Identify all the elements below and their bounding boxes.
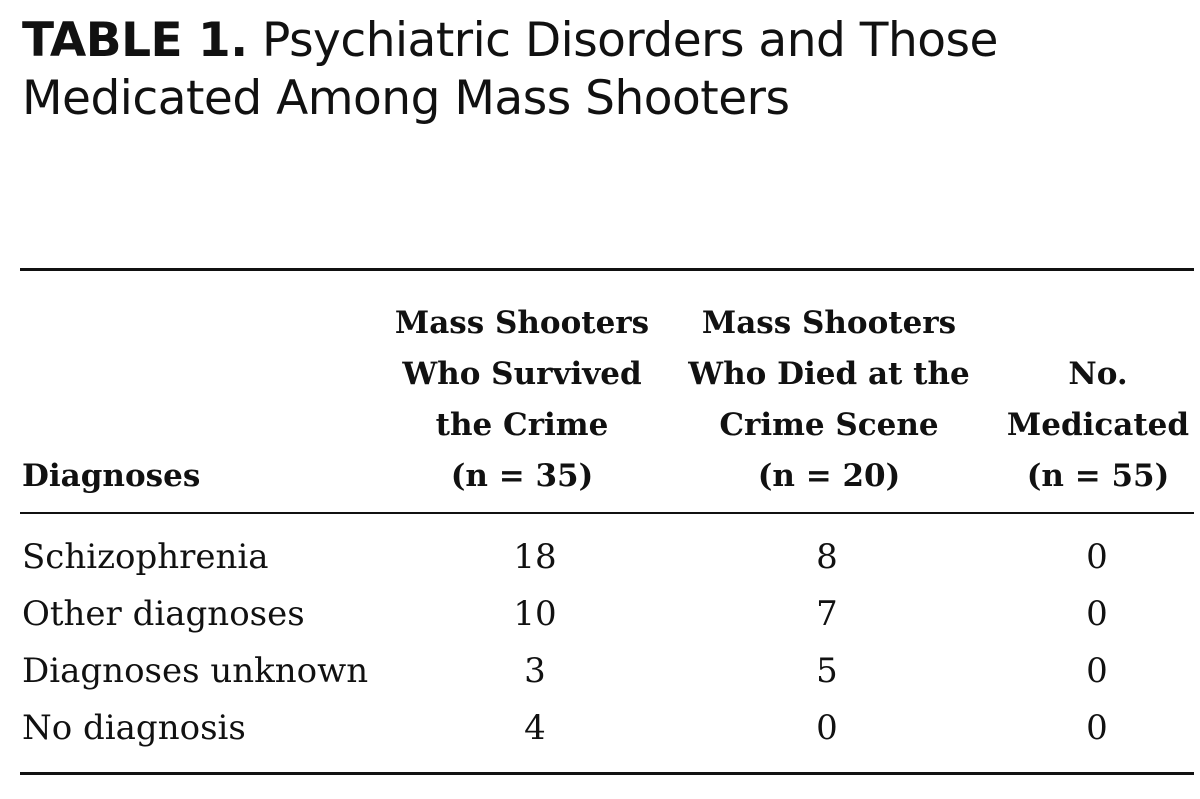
table-title-text: Psychiatric Disorders and Those Medicated Among Mass Shooters: [22, 13, 998, 126]
row-label: Diagnoses unknown: [22, 651, 369, 691]
table-cell: 10: [513, 594, 557, 634]
table-cell: 4: [524, 708, 546, 748]
table-number-label: TABLE 1.: [22, 13, 248, 68]
table-cell: 0: [1086, 651, 1108, 691]
column-header-line: Mass Shooters: [701, 305, 957, 341]
table-cell: 0: [1086, 594, 1108, 634]
row-label: Schizophrenia: [22, 537, 269, 577]
column-header-line: the Crime: [435, 407, 609, 443]
column-header-medicated: [998, 349, 1198, 502]
column-header-line: (n = 20): [757, 458, 901, 494]
table-cell: 0: [816, 708, 838, 748]
column-header-survived: [360, 298, 684, 502]
column-header-line: No.: [1068, 356, 1128, 392]
column-header-line: Mass Shooters: [394, 305, 650, 341]
column-header-line: Who Died at the: [688, 356, 970, 392]
table-cell: 5: [816, 651, 838, 691]
column-header-line: (n = 35): [450, 458, 594, 494]
table-cell: 3: [524, 651, 546, 691]
row-label: Other diagnoses: [22, 594, 305, 634]
table-title: [22, 12, 1182, 128]
column-header-line: Who Survived: [402, 356, 642, 392]
column-header-died: [672, 298, 986, 502]
table-cell: 0: [1086, 708, 1108, 748]
column-header-line: Medicated: [1006, 407, 1190, 443]
column-header-line: (n = 55): [1026, 458, 1170, 494]
table-cell: 18: [513, 537, 557, 577]
table-cell: 8: [816, 537, 838, 577]
column-header-line: Crime Scene: [719, 407, 939, 443]
top-rule: [20, 268, 1194, 271]
row-label: No diagnosis: [22, 708, 246, 748]
table-cell: 0: [1086, 537, 1108, 577]
header-rule: [20, 512, 1194, 514]
bottom-rule: [20, 772, 1194, 775]
row-header-diagnoses: Diagnoses: [22, 458, 201, 494]
table-cell: 7: [816, 594, 838, 634]
